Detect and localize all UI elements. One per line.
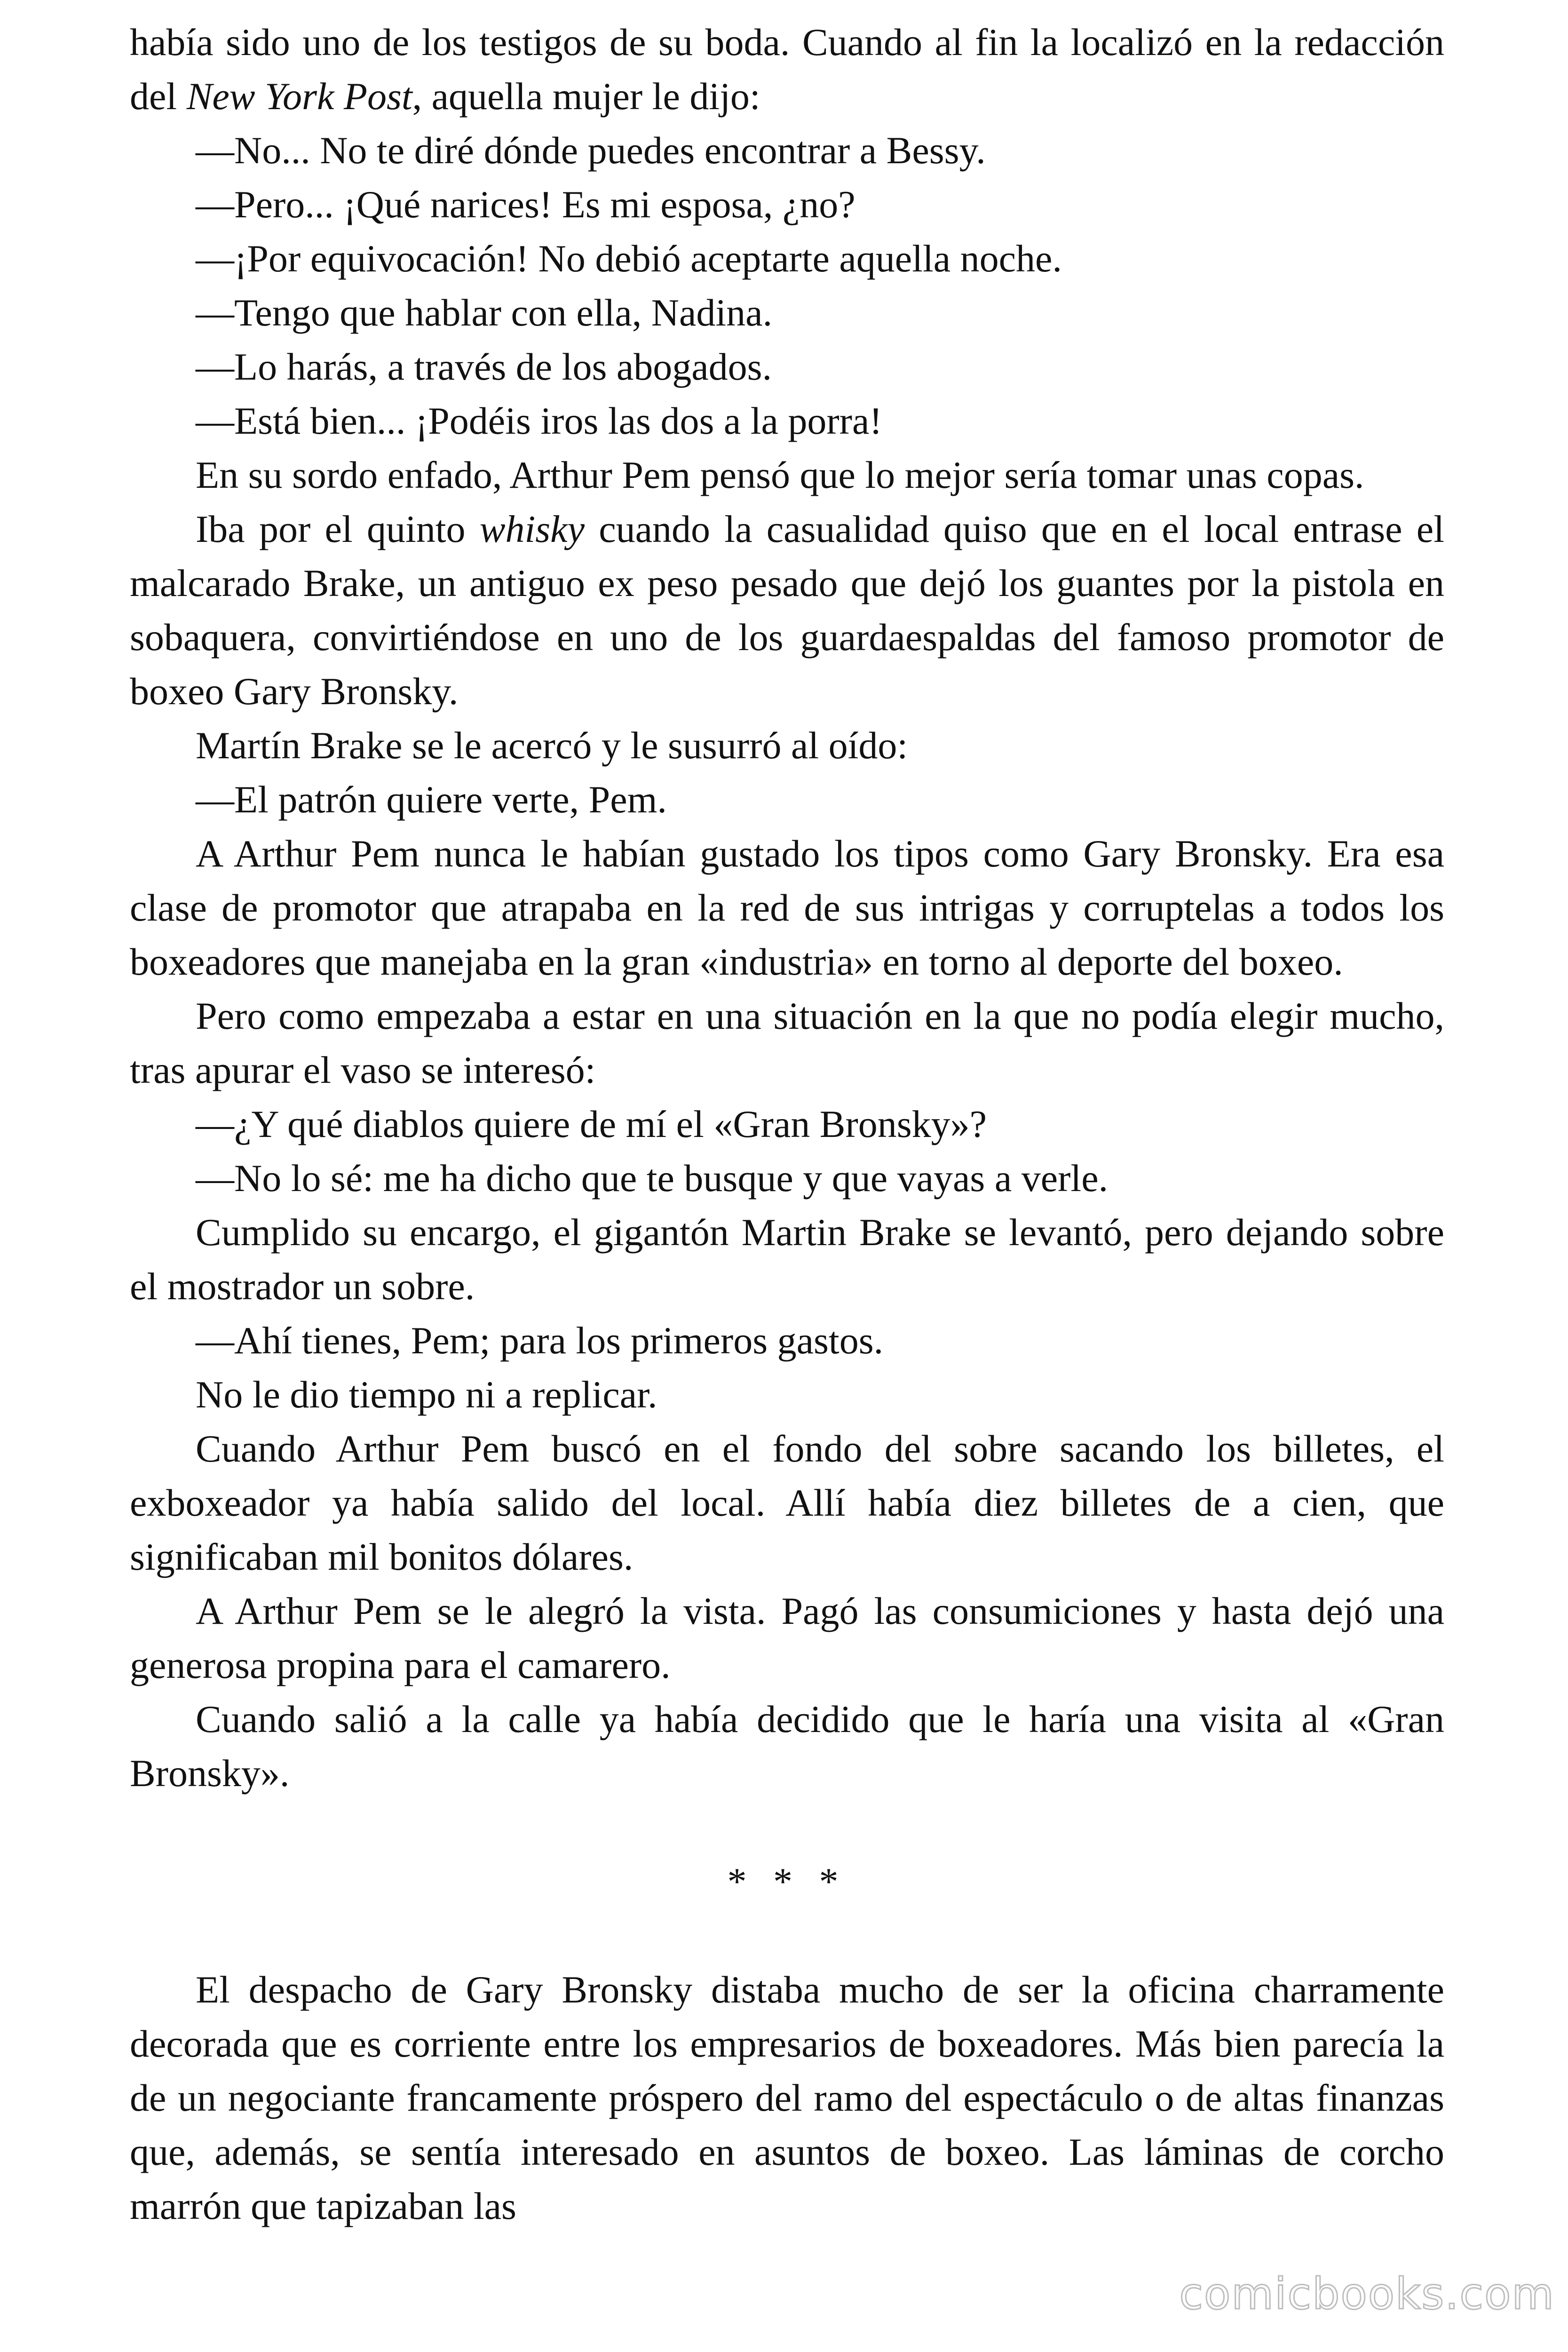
paragraph: En su sordo enfado, Arthur Pem pensó que lo mejor sería tomar unas copas. bbox=[196, 453, 1364, 496]
dialogue-line: —Lo harás, a través de los abogados. bbox=[196, 345, 772, 388]
paragraph: A Arthur Pem se le alegró la vista. Pagó las consumiciones y hasta dejó una generosa propina para el camarero. bbox=[130, 1589, 1444, 1686]
paragraph: No le dio tiempo ni a replicar. bbox=[196, 1373, 657, 1416]
paragraph: Cumplido su encargo, el gigantón Martin Brake se levantó, pero dejando sobre el mostrador un sobre. bbox=[130, 1211, 1444, 1308]
page-body bbox=[130, 15, 1444, 2233]
paragraph: Pero como empezaba a estar en una situación en la que no podía elegir mucho, tras apurar el vaso se interesó: bbox=[130, 994, 1444, 1091]
italic-word: whisky bbox=[479, 508, 585, 550]
paragraph: Iba por el quinto whisky cuando la casualidad quiso que en el local entrase el malcarado Brake, un antiguo ex peso pesado que dejó los guantes por la pistola en sobaquera, convirtiéndose en uno de los guardaespaldas del famoso promotor de boxeo Gary Bronsky. bbox=[130, 508, 1444, 713]
dialogue-line: —Tengo que hablar con ella, Nadina. bbox=[196, 291, 773, 334]
dialogue-line: —No lo sé: me ha dicho que te busque y que vayas a verle. bbox=[196, 1157, 1109, 1200]
dialogue-line: —¿Y qué diablos quiere de mí el «Gran Bronsky»? bbox=[196, 1103, 987, 1145]
paragraph: A Arthur Pem nunca le habían gustado los tipos como Gary Bronsky. Era esa clase de promotor que atrapaba en la red de sus intrigas y corruptelas a todos los boxeadores que manejaba en la gran «industria» en torno al deporte del boxeo. bbox=[130, 832, 1444, 983]
paragraph: Cuando salió a la calle ya había decidido que le haría una visita al «Gran Bronsky». bbox=[130, 1698, 1444, 1795]
dialogue-line: —No... No te diré dónde puedes encontrar a Bessy. bbox=[196, 129, 986, 172]
dialogue-line: —Está bien... ¡Podéis iros las dos a la porra! bbox=[196, 399, 882, 442]
paragraph: Martín Brake se le acercó y le susurró al oído: bbox=[196, 724, 908, 767]
watermark: comicbooks.com bbox=[1179, 2269, 1555, 2319]
dialogue-line: —El patrón quiere verte, Pem. bbox=[196, 778, 667, 821]
paragraph: había sido uno de los testigos de su boda. Cuando al fin la localizó en la redacción del New York Post, aquella mujer le dijo: bbox=[130, 21, 1444, 118]
italic-title: New York Post bbox=[186, 75, 412, 118]
dialogue-line: —Ahí tienes, Pem; para los primeros gastos. bbox=[196, 1319, 884, 1362]
dialogue-line: —¡Por equivocación! No debió aceptarte aquella noche. bbox=[196, 237, 1062, 280]
paragraph: El despacho de Gary Bronsky distaba mucho de ser la oficina charramente decorada que es corriente entre los empresarios de boxeadores. Más bien parecía la de un negociante francamente próspero del ramo del espectáculo o de altas finanzas que, además, se sentía interesado en asuntos de boxeo. Las láminas de corcho marrón que tapizaban las bbox=[130, 1968, 1444, 2227]
dialogue-line: —Pero... ¡Qué narices! Es mi esposa, ¿no? bbox=[196, 183, 855, 226]
paragraph: Cuando Arthur Pem buscó en el fondo del sobre sacando los billetes, el exboxeador ya había salido del local. Allí había diez billetes de a cien, que significaban mil bonitos dólares. bbox=[130, 1427, 1444, 1578]
section-separator: * * * bbox=[727, 1860, 847, 1903]
